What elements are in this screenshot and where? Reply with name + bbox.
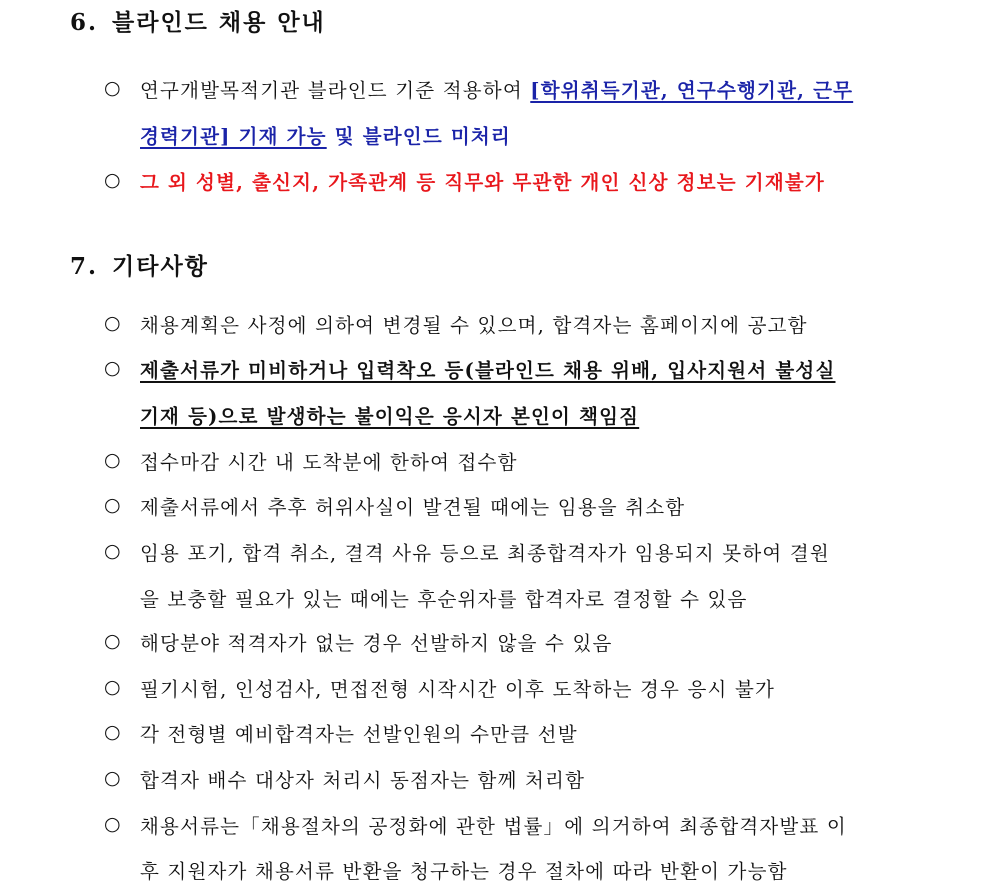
bullet-icon: ○ (104, 767, 121, 789)
bullet-icon: ○ (104, 676, 121, 698)
bullet-icon: ○ (104, 540, 121, 562)
bullet-icon: ○ (104, 357, 121, 379)
section-7-item-3: 접수마감 시간 내 도착분에 한하여 접수함 (140, 451, 518, 474)
section-6-item-1-line-2 (140, 121, 511, 149)
bullet-icon: ○ (104, 169, 121, 191)
section-6-item-1-line-1 (140, 75, 853, 103)
bullet-icon: ○ (104, 449, 121, 471)
section-7-item-6: 해당분야 적격자가 없는 경우 선발하지 않을 수 있음 (140, 632, 613, 655)
section-7-item-2-line-1: 제출서류가 미비하거나 입력착오 등(블라인드 채용 위배, 입사지원서 불성실 (140, 359, 836, 382)
section-6-item-2: 그 외 성별, 출신지, 가족관계 등 직무와 무관한 개인 신상 정보는 기재불가 (140, 171, 825, 194)
section-7-item-7: 필기시험, 인성검사, 면접전형 시작시간 이후 도착하는 경우 응시 불가 (140, 678, 776, 701)
section-7-number: 7. (70, 253, 99, 280)
section-6-number: 6. (70, 9, 99, 36)
item-1-plain-text-after: 및 블라인드 미처리 (326, 125, 511, 148)
bullet-icon: ○ (104, 494, 121, 516)
section-7-item-1: 채용계획은 사정에 의하여 변경될 수 있으며, 합격자는 홈페이지에 공고함 (140, 314, 808, 337)
section-7-item-9: 합격자 배수 대상자 처리시 동점자는 함께 처리함 (140, 769, 586, 792)
section-7-item-2-line-2: 기재 등)으로 발생하는 불이익은 응시자 본인이 책임짐 (140, 405, 640, 428)
section-7-item-5-line-1: 임용 포기, 합격 취소, 결격 사유 등으로 최종합격자가 임용되지 못하여 결원 (140, 542, 830, 565)
item-1-plain-text: 연구개발목적기관 블라인드 기준 적용하여 (140, 79, 531, 102)
bullet-icon: ○ (104, 630, 121, 652)
bullet-icon: ○ (104, 813, 121, 835)
section-6-heading (70, 4, 326, 37)
bullet-icon: ○ (104, 312, 121, 334)
bullet-icon: ○ (104, 77, 121, 99)
bullet-icon: ○ (104, 721, 121, 743)
section-7-item-8: 각 전형별 예비합격자는 선발인원의 수만큼 선발 (140, 723, 578, 746)
item-1-blue-text-continued: 경력기관] 기재 가능 (140, 125, 327, 148)
section-7-title: 기타사항 (112, 253, 209, 280)
section-7-item-10-line-2: 후 지원자가 채용서류 반환을 청구하는 경우 절차에 따라 반환이 가능함 (140, 860, 788, 883)
section-6-title: 블라인드 채용 안내 (112, 9, 326, 36)
section-7-item-4: 제출서류에서 추후 허위사실이 발견될 때에는 임용을 취소함 (140, 496, 686, 519)
section-7-heading (70, 248, 209, 281)
section-7-item-5-line-2: 을 보충할 필요가 있는 때에는 후순위자를 합격자로 결정할 수 있음 (140, 588, 748, 611)
section-7-item-10-line-1: 채용서류는「채용절차의 공정화에 관한 법률」에 의거하여 최종합격자발표 이 (140, 815, 847, 838)
item-1-blue-text: [학위취득기관, 연구수행기관, 근무 (530, 79, 854, 102)
